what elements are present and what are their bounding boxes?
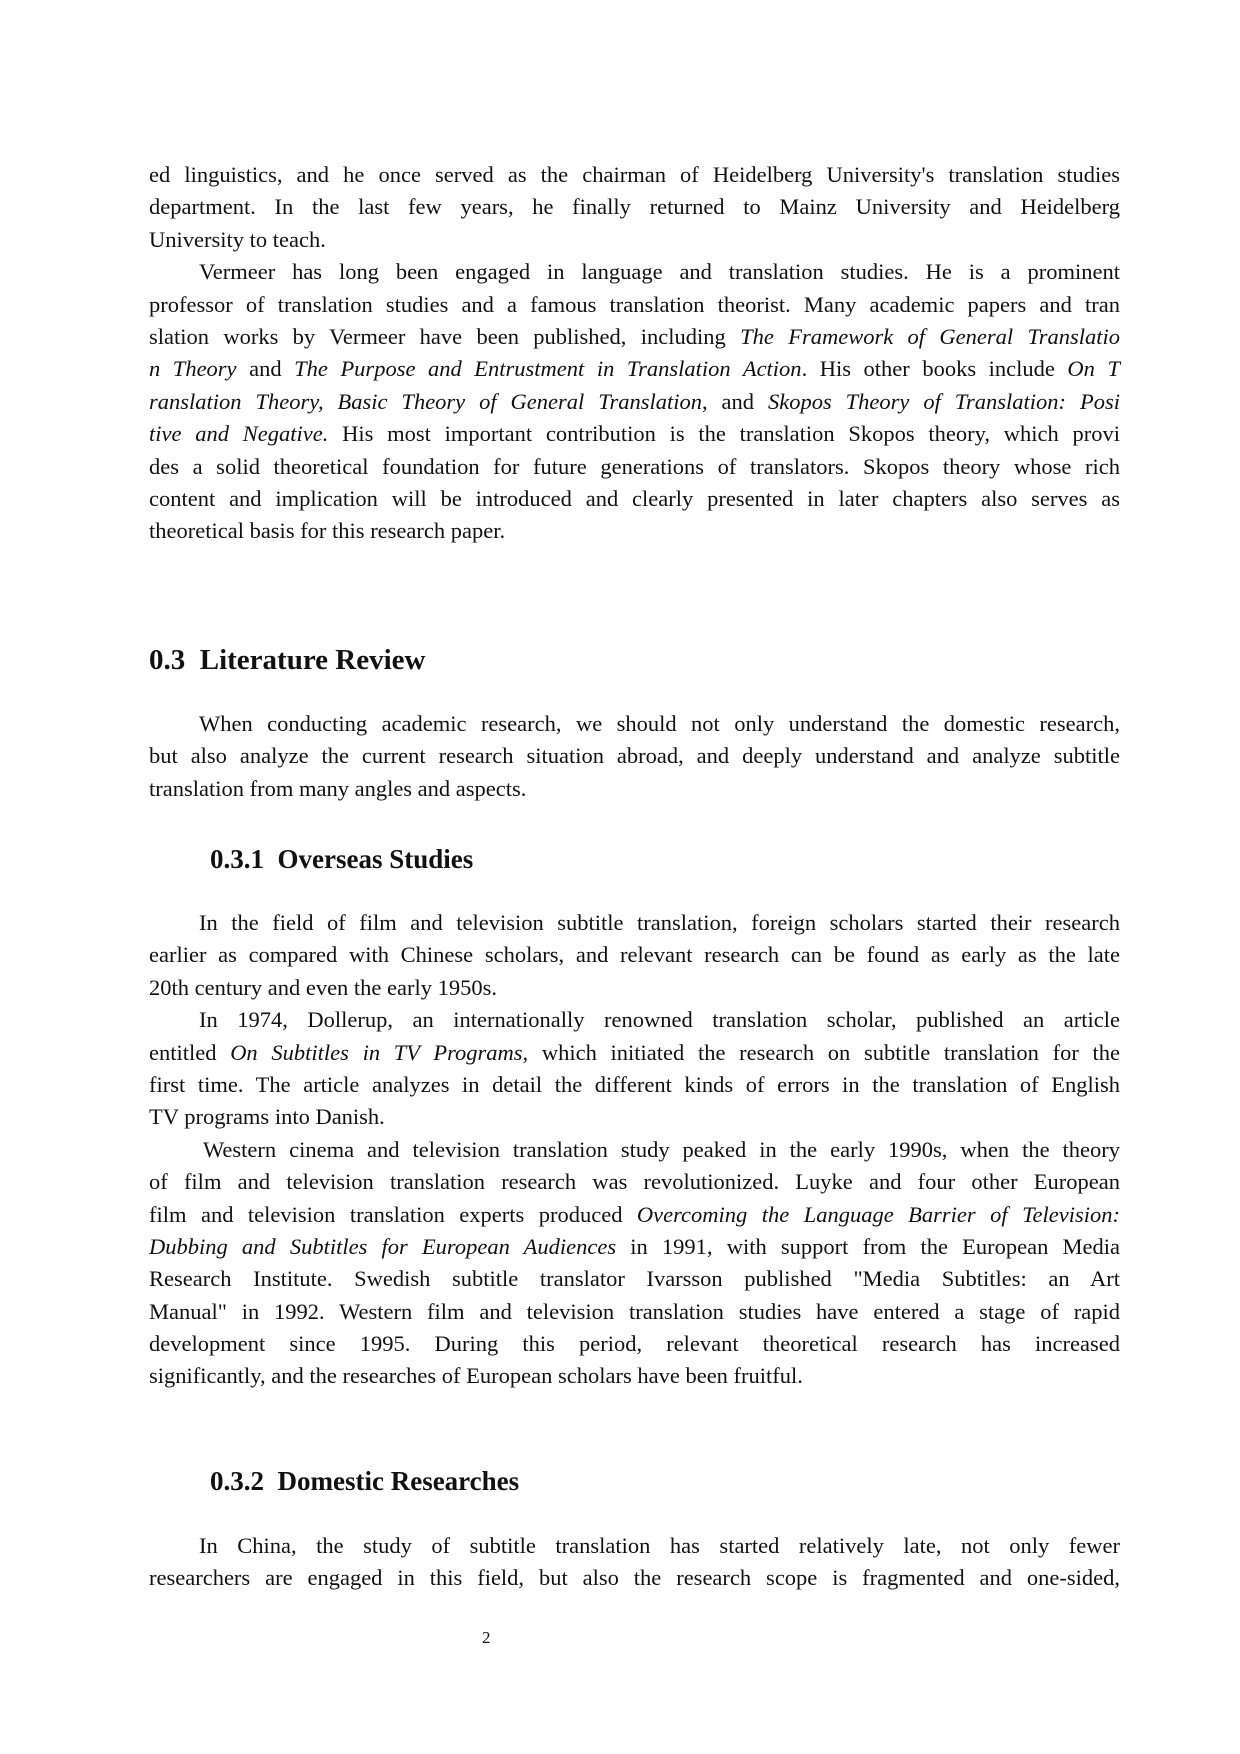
italic-title: Overcoming the Language Barrier of Television: — [636, 1201, 1120, 1227]
text-segment: 20th century and even the early 1950s. — [149, 974, 498, 1000]
text-segment: earlier as compared with Chinese scholars, and relevant research can be found as early as the late — [149, 942, 1120, 968]
text-segment: His most important contribution is the translation Skopos theory, which provi — [328, 421, 1120, 447]
text-line — [149, 1069, 1120, 1101]
italic-title: Skopos Theory of Translation: Posi — [767, 388, 1120, 414]
text-segment: In China, the study of subtitle translation has started relatively late, not only fewer — [199, 1533, 1120, 1558]
text-line — [149, 321, 1120, 353]
text-line — [149, 159, 1120, 191]
intro-text — [149, 159, 1120, 548]
italic-title: The Framework of General Translatio — [740, 323, 1120, 349]
text-segment: , which initiated the research on subtitle translation for the — [522, 1039, 1121, 1065]
text-line — [149, 289, 1120, 321]
italic-title: tive and Negative. — [149, 421, 329, 447]
italic-title: On Subtitles in TV Programs — [230, 1039, 523, 1065]
text-line — [149, 256, 1120, 288]
text-segment: film and television translation experts produced — [149, 1201, 637, 1227]
text-segment: researchers are engaged in this field, but also the research scope is fragmented and one-sided, — [149, 1565, 1120, 1591]
heading-domestic-researches: 0.3.2 Domestic Researches — [210, 1466, 520, 1496]
literature-review-text — [149, 708, 1120, 805]
domestic-researches-text — [149, 1530, 1120, 1595]
text-line — [149, 1199, 1120, 1231]
text-segment: Research Institute. Swedish subtitle translator Ivarsson published "Media Subtitles: an Art — [149, 1266, 1120, 1292]
text-line — [149, 483, 1120, 515]
text-segment: , and — [702, 388, 768, 414]
text-line — [149, 1134, 1120, 1166]
text-segment: theoretical basis for this research paper. — [149, 518, 506, 544]
text-line — [149, 708, 1120, 740]
text-segment: of film and television translation research was revolutionized. Luyke and four other European — [149, 1169, 1120, 1195]
text-segment: significantly, and the researches of European scholars have been fruitful. — [149, 1363, 803, 1389]
text-segment: but also analyze the current research situation abroad, and deeply understand and analyze subtitle — [149, 743, 1120, 769]
text-segment: Western cinema and television translation study peaked in the early 1990s, when the theory — [203, 1136, 1120, 1162]
text-line — [149, 1231, 1120, 1263]
text-segment: In the field of film and television subtitle translation, foreign scholars started their research — [199, 910, 1120, 935]
text-segment: entitled — [149, 1039, 231, 1065]
text-segment: ed linguistics, and he once served as the chairman of Heidelberg University's translation studies — [149, 162, 1120, 187]
text-segment: first time. The article analyzes in detail the different kinds of errors in the translation of English — [149, 1071, 1120, 1097]
text-line — [149, 907, 1120, 939]
italic-title: The Purpose and Entrustment in Translation Action — [294, 356, 802, 382]
text-line — [149, 1101, 1120, 1133]
italic-title: ranslation Theory, Basic Theory of General Translation — [149, 388, 702, 414]
text-line — [149, 1166, 1120, 1198]
text-segment: In 1974, Dollerup, an internationally renowned translation scholar, published an article — [199, 1007, 1120, 1033]
text-segment: des a solid theoretical foundation for future generations of translators. Skopos theory whose rich — [149, 453, 1120, 479]
text-line — [149, 1328, 1120, 1360]
text-segment: TV programs into Danish. — [149, 1104, 385, 1130]
text-line — [149, 1004, 1120, 1036]
text-line — [149, 386, 1120, 418]
text-segment: . His other books include — [801, 356, 1068, 382]
text-line — [149, 939, 1120, 971]
text-line — [149, 1037, 1120, 1069]
page-number: 2 — [482, 1628, 491, 1647]
text-line — [149, 224, 1120, 256]
text-line — [149, 515, 1120, 547]
text-segment: slation works by Vermeer have been published, including — [149, 323, 741, 349]
text-segment: professor of translation studies and a famous translation theorist. Many academic papers and tran — [149, 291, 1120, 317]
italic-title: n Theory — [149, 356, 237, 382]
text-line — [149, 353, 1120, 385]
text-line — [149, 1562, 1120, 1594]
overseas-studies-text — [149, 907, 1120, 1393]
text-segment: content and implication will be introduced and clearly presented in later chapters also serves as — [149, 485, 1120, 511]
text-segment: Vermeer has long been engaged in language and translation studies. He is a prominent — [199, 259, 1120, 285]
text-line — [149, 418, 1120, 450]
italic-title: Dubbing and Subtitles for European Audiences — [149, 1233, 617, 1259]
text-segment: in 1991, with support from the European Media — [616, 1233, 1120, 1259]
heading-overseas-studies: 0.3.1 Overseas Studies — [210, 844, 474, 874]
text-line — [149, 1263, 1120, 1295]
text-line — [149, 1360, 1120, 1392]
text-segment: development since 1995. During this period, relevant theoretical research has increased — [149, 1331, 1120, 1357]
text-line — [149, 740, 1120, 772]
text-segment: translation from many angles and aspects. — [149, 775, 527, 801]
text-line — [149, 773, 1120, 805]
text-line — [149, 191, 1120, 223]
text-line — [149, 1296, 1120, 1328]
text-line — [149, 972, 1120, 1004]
text-segment: department. In the last few years, he finally returned to Mainz University and Heidelberg — [149, 194, 1120, 220]
text-line — [149, 1530, 1120, 1562]
italic-title: On T — [1067, 356, 1120, 382]
text-segment: Manual" in 1992. Western film and television translation studies have entered a stage of rapid — [149, 1298, 1120, 1324]
heading-literature-review: 0.3 Literature Review — [149, 644, 426, 676]
text-segment: University to teach. — [149, 226, 326, 252]
text-segment: and — [236, 356, 295, 382]
text-segment: When conducting academic research, we should not only understand the domestic research, — [199, 711, 1120, 736]
text-line — [149, 451, 1120, 483]
